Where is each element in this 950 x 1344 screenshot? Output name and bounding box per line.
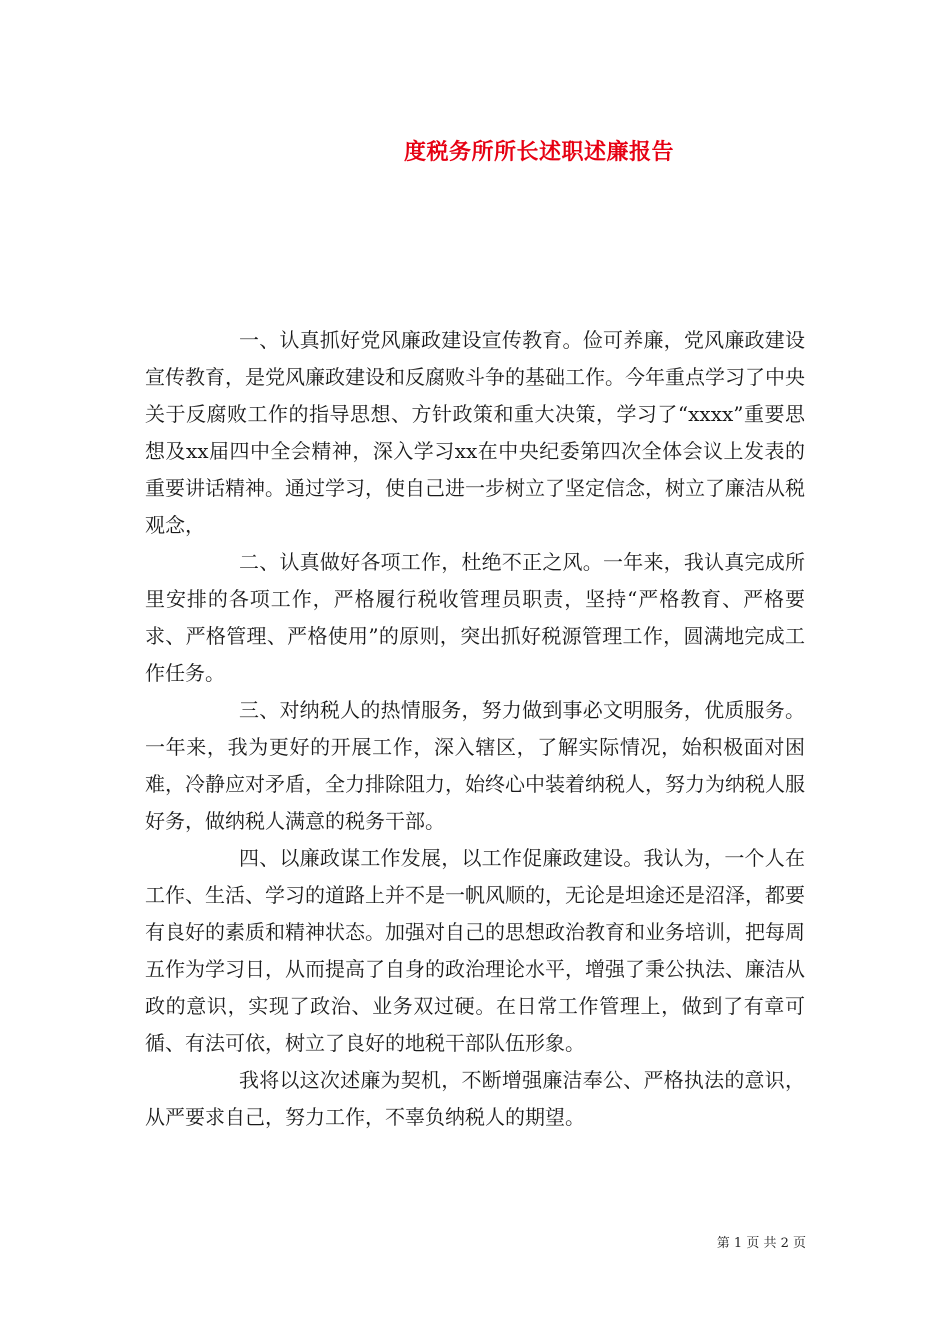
page-number-footer: 第 1 页 共 2 页: [716, 1236, 806, 1251]
document-body: [145, 322, 805, 1136]
paragraph-1: 一、认真抓好党风廉政建设宣传教育。俭可养廉，党风廉政建设宣传教育，是党风廉政建设和反腐败斗争的基础工作。今年重点学习了中央关于反腐败工作的指导思想、方针政策和重大决策，学习了“xxxx”重要思想及xx届四中全会精神，深入学习xx在中央纪委第四次全体会议上发表的重要讲话精神。通过学习，使自己进一步树立了坚定信念，树立了廉洁从税观念，: [145, 328, 805, 537]
paragraph-3: 三、对纳税人的热情服务，努力做到事必文明服务，优质服务。一年来，我为更好的开展工作，深入辖区，了解实际情况，始积极面对困难，冷静应对矛盾，全力排除阻力，始终心中装着纳税人，努力为纳税人服好务，做纳税人满意的税务干部。: [145, 698, 805, 833]
paragraph-2: 二、认真做好各项工作，杜绝不正之风。一年来，我认真完成所里安排的各项工作，严格履行税收管理员职责，坚持“严格教育、严格要求、严格管理、严格使用”的原则，突出抓好税源管理工作，圆满地完成工作任务。: [145, 550, 805, 685]
document-title: 度税务所所长述职述廉报告: [403, 139, 674, 165]
paragraph-4: 四、以廉政谋工作发展，以工作促廉政建设。我认为，一个人在工作、生活、学习的道路上并不是一帆风顺的，无论是坦途还是沼泽，都要有良好的素质和精神状态。加强对自己的思想政治教育和业务培训，把每周五作为学习日，从而提高了自身的政治理论水平，增强了秉公执法、廉洁从政的意识，实现了政治、业务双过硬。在日常工作管理上，做到了有章可循、有法可依，树立了良好的地税干部队伍形象。: [145, 846, 805, 1055]
paragraph-5: 我将以这次述廉为契机，不断增强廉洁奉公、严格执法的意识，从严要求自己，努力工作，不辜负纳税人的期望。: [145, 1068, 805, 1129]
